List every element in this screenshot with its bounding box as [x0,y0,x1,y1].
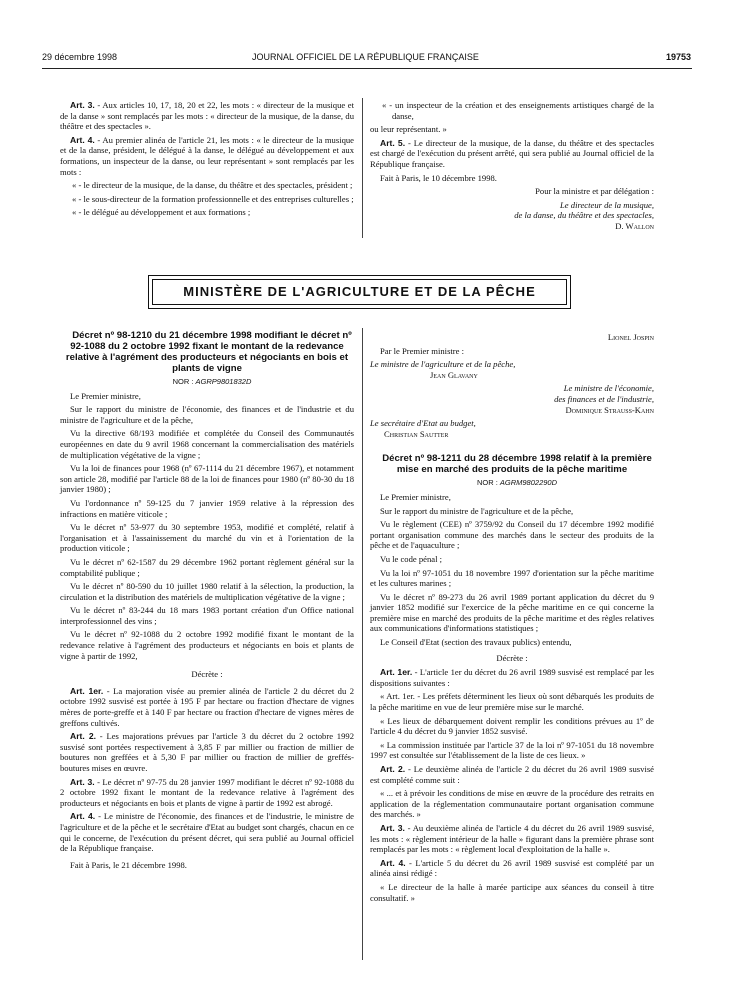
signer-name: Lionel Jospin [607,332,654,342]
paragraph: Sur le rapport du ministre de l'économie, des finances et de l'industrie et du ministre de l'agriculture et de la pêche, [60,404,354,425]
column-divider [362,98,363,238]
quote-paragraph: « La commission instituée par l'article 37 de la loi nº 97-1051 du 18 novembre 1997 est consultée sur l'établissement de la liste de ces lieux. » [370,739,654,761]
quote-item: « - le directeur de la musique, de la danse, du théâtre et des spectacles, président ; [72,180,353,191]
paragraph: Vu la loi de finances pour 1968 (nº 67-1114 du 21 décembre 1967), et notamment son article 28, modifié par l'article 88 de la loi de finances pour 1980 (nº 80-30 du 18 janvier 1980) ; [60,463,354,495]
signer-name: D. Wallon [615,220,654,231]
paragraph: Sur le rapport du ministre de l'agriculture et de la pêche, [380,505,574,516]
page-header [0,52,731,66]
signer-role: Le ministre de l'économie, [563,383,654,394]
header-rule [42,68,692,69]
decree-1 [60,330,354,873]
paragraph: Vu la directive 68/193 modifiée et complétée du Conseil des Communautés européennes en date du 9 avril 1968 concernant la commercialisation des matériels de multiplication végétative de la vigne ; [60,428,354,460]
by-pm: Par le Premier ministre : [380,345,465,356]
paragraph: Le Premier ministre, [70,390,141,401]
top-art5: Art. 5. - Le directeur de la musique, de la danse, du théâtre et des spectacles est chargé de l'exécution du présent arrêté, qui sera publié au Journal officiel de la République française. [370,137,654,169]
header-page-number: 19753 [665,52,691,62]
nor-reference: NOR : AGRM9802290D [476,478,558,488]
signer-role: Le directeur de la musique, [560,199,654,210]
article: Art. 2. - Le deuxième alinéa de l'article 2 du décret du 26 avril 1989 susvisé est complété comme suit : [370,764,654,785]
paragraph: Le Conseil d'Etat (section des travaux publics) entendu, [380,637,572,648]
article: Art. 1er. - L'article 1er du décret du 26 avril 1989 susvisé est remplacé par les dispositions suivantes : [370,667,654,688]
paragraph: Vu le décret nº 80-590 du 10 juillet 1980 relatif à la sélection, la production, la circulation et la distribution des matériels de multiplication végétative de la vigne ; [60,581,354,602]
quote-paragraph: « ... et à prévoir les conditions de mise en œuvre de la procédure des retraits en application de la réglementation communautaire portant organisation commune des marchés. » [370,788,654,820]
header-date: 29 décembre 1998 [42,52,118,62]
paragraph: Vu le décret nº 53-977 du 30 septembre 1953, modifié et complété, relatif à l'organisation et à l'assainissement du marché du vin et à l'orientation de la production viticole ; [60,522,354,554]
paragraph: Vu l'ordonnance nº 59-125 du 7 janvier 1959 relative à la répression des infractions en matière viticole ; [60,497,354,519]
paragraph: Le Premier ministre, [380,491,451,502]
signer-name: Christian Sautter [384,428,449,439]
article: Art. 3. - Au deuxième alinéa de l'article 4 du décret du 26 avril 1989 susvisé, les mots : « règlement intérieur de la halle » figurant dans la première phrase sont remplacés par les mots : « règlement local d'exploitation de la halle ». [370,822,654,855]
top-left-column [60,100,354,221]
signer-role: des finances et de l'industrie, [554,393,654,404]
paragraph: Vu le décret nº 83-244 du 18 mars 1983 portant création d'un Office national interprofessionnel des vins ; [60,605,354,626]
article: Art. 4. - L'article 5 du décret du 26 avril 1989 susvisé est complété par un alinéa ainsi rédigé : [370,857,654,879]
top-art3: Art. 3. - Aux articles 10, 17, 18, 20 et 22, les mots : « directeur de la musique et de la danse » sont remplacés par les mots : « directeur de la musique, de la danse, du théâtre et des spectacles ». [60,100,354,132]
ministry-heading: MINISTÈRE DE L'AGRICULTURE ET DE LA PÊCHE [152,279,567,305]
paragraph: Vu le règlement (CEE) nº 3759/92 du Conseil du 17 décembre 1992 modifié portant organisation commune des marchés dans le secteur des produits de la pêche et de l'aquaculture ; [370,519,654,551]
header-title: JOURNAL OFFICIEL DE LA RÉPUBLIQUE FRANÇAISE [252,52,479,62]
top-right-column [370,100,654,235]
done-at: Fait à Paris, le 10 décembre 1998. [380,172,497,183]
right-column [370,332,654,906]
decree-title: Décret nº 98-1210 du 21 décembre 1998 modifiant le décret nº 92-1088 du 2 octobre 1992 fixant le montant de la redevance relative à l'agrément des producteurs et négociants en bois et plants de vigne [65,330,352,374]
signer-name: Jean Glavany [430,369,478,380]
nor-reference: NOR : AGRP9801832D [172,377,252,386]
quote-item: « - le sous-directeur de la formation professionnelle et des entreprises culturelles ; [72,193,354,204]
decree-title: Décret nº 98-1211 du 28 décembre 1998 relatif à la première mise en marché des produits de la pêche maritime [382,453,652,476]
delegation: Pour la ministre et par délégation : [535,186,654,197]
column-divider [362,328,363,960]
paragraph: Vu le code pénal ; [380,553,443,564]
paragraph: Vu la loi nº 97-1051 du 18 novembre 1997 d'orientation sur la pêche maritime et les cultures marines ; [370,567,654,589]
quote-end: ou leur représentant. » [370,124,447,135]
signer-role: Le secrétaire d'Etat au budget, [370,418,476,429]
article: Art. 3. - Le décret nº 97-75 du 28 janvier 1997 modifiant le décret nº 92-1088 du 2 octobre 1992 fixant le montant de la redevance relative à l'agrément des producteurs et négociants en bois et plants de vigne à partir de 1992 est abrogé. [60,776,354,808]
signer-name: Dominique Strauss-Kahn [565,404,654,415]
paragraph: Vu le décret nº 92-1088 du 2 octobre 1992 modifié fixant le montant de la redevance relative à l'agrément des producteurs et négociants en bois et plants de vigne à partir de 1992, [60,629,354,661]
paragraph: Vu le décret nº 89-273 du 26 avril 1989 portant application du décret du 9 janvier 1852 modifié sur l'exercice de la pêche maritime en ce qui concerne la première mise en marché des produits de la pêche maritime et des règles relatives aux communications d'informations statistiques ; [370,591,654,634]
top-art4: Art. 4. - Au premier alinéa de l'article 21, les mots : « le directeur de la musique et de la danse, président, le délégué à la danse, le délégué au développement et aux formations, un inspecteur de la danse, ou leur représentant » sont remplacés par les mots : [60,134,354,177]
quote-paragraph: « Art. 1er. - Les préfets déterminent les lieux où sont débarqués les produits de la pêche maritime en vue de leur première mise sur le marché. [370,691,654,713]
done-at: Fait à Paris, le 21 décembre 1998. [70,859,187,870]
article: Art. 2. - Les majorations prévues par l'article 3 du décret du 2 octobre 1992 susvisé sont portées respectivement à 3,85 F par millier ou fraction de millier de boutures non greffées et à 5,30 F par millier ou fraction de millier de greffés-boutures mises en œuvre. [60,731,354,773]
quote-paragraph: « Le directeur de la halle à marée participe aux séances du conseil à titre consultatif. » [370,881,654,903]
paragraph: Vu le décret nº 62-1587 du 29 décembre 1962 portant règlement général sur la comptabilité publique ; [60,556,354,578]
signer-role: Le ministre de l'agriculture et de la pêche, [370,359,516,370]
quote-item: « - un inspecteur de la création et des enseignements artistiques chargé de la danse, [382,100,654,121]
signer-role: de la danse, du théâtre et des spectacles, [514,210,654,221]
decrete: Décrète : [191,669,223,680]
article: Art. 1er. - La majoration visée au premier alinéa de l'article 2 du décret du 2 octobre 1992 susvisé est portée à 195 F par hectare ou fraction d'hectare de vignes mères de porte-greffe et à 140 F par hectare ou fraction d'hectare de vignes mères de greffons cultivés. [60,685,354,728]
article: Art. 4. - Le ministre de l'économie, des finances et de l'industrie, le ministre de l'agriculture et de la pêche et le secrétaire d'Etat au budget sont chargés, chacun en ce qui le concerne, de l'exécution du présent décret, qui sera publié au Journal officiel de la République française. [60,811,354,854]
decrete: Décrète : [496,652,528,663]
quote-paragraph: « Les lieux de débarquement doivent remplir les conditions prévues au 1º de l'article 4 du décret du 9 janvier 1852 susvisé. [370,715,654,737]
quote-item: « - le délégué au développement et aux formations ; [72,207,251,218]
